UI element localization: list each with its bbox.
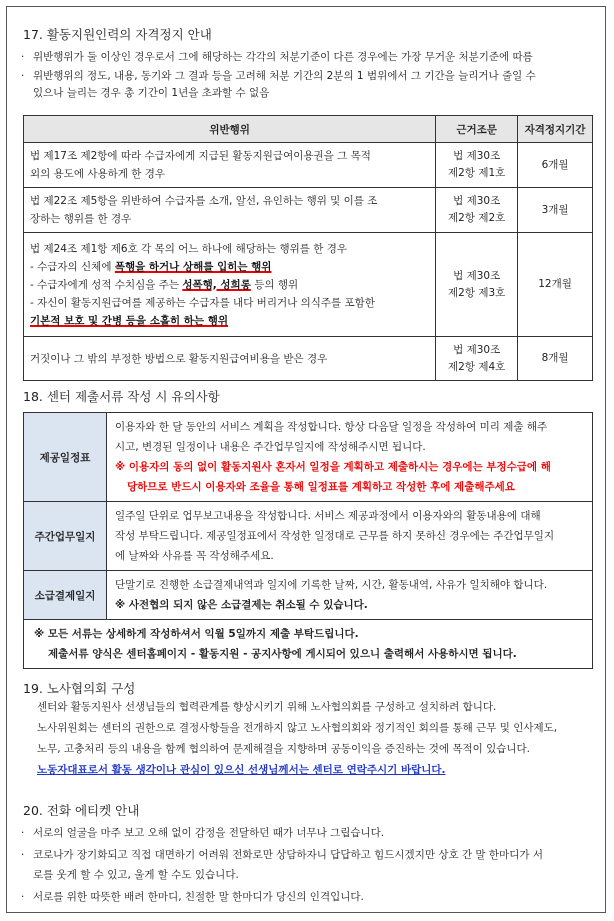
header-period: 자격정지기간 [518, 116, 593, 143]
label-retro-payment: 소급결제일지 [24, 571, 107, 620]
emphasis-assault: 폭행을 하거나 상해를 입히는 행위 [114, 260, 272, 273]
header-basis: 근거조문 [436, 116, 518, 143]
s20-bullet-2: · 코로나가 장기화되고 직접 대면하기 어려워 전화로만 상담하자니 답답하고 힘드시겠지만 상호 간 말 한마디가 서 로를 웃게 할 수 있고, 울게 할 수도 있습니다. [21, 849, 543, 881]
s19-contact-notice: 노동자대표로서 활동 생각이나 관심이 있으신 선생님께서는 센터로 연락주시기 바랍니다. [37, 764, 446, 776]
table-row: 법 제22조 제5항을 위반하여 수급자를 소개, 알선, 유인하는 행위 및 이를 조 장하는 행위를 한 경우 법 제30조 제2항 제2호 3개월 [24, 188, 593, 233]
schedule-warning: ※ 이용자의 동의 없이 활동지원사 혼자서 일정을 계획하고 제출하시는 경우에는 부정수급에 해 [115, 461, 551, 473]
s17-bullet-2: · 위반행위의 정도, 내용, 동기와 그 결과 등을 고려해 처분 기간의 2분의 1 범위에서 그 기간을 늘리거나 줄일 수 있으나 늘리는 경우 총 기간이 1년을 초과할 수 없음 [21, 70, 536, 99]
s18-documents-table [23, 412, 593, 669]
s20-bullet-1: · 서로의 얼굴을 마주 보고 오해 없이 감정을 전달하던 때가 너무나 그립습니다. [21, 827, 385, 839]
emphasis-sexual: 성폭행, 성희롱 [182, 278, 251, 291]
header-violation: 위반행위 [24, 116, 436, 143]
table-row: 법 제24조 제1항 제6호 각 목의 어느 하나에 해당하는 행위를 한 경우 - 수급자의 신체에 폭행을 하거나 상해를 입히는 행위 - 수급자에게 성적 수치심을 주는 성폭행, 성희롱 등의 행위 - 자신이 활동지원급여를 제공하는 수급자를 내다 버리거나 의식주를 포함한 기본적 보호 및 간병 등을 소홀히 하는 행위 법 제30조 제2항 제3호 12개월 [24, 233, 593, 337]
table-row: 법 제17조 제2항에 따라 수급자에게 지급된 활동지원급여이용권을 그 목적 외의 용도에 사용하게 한 경우 법 제30조 제2항 제1호 6개월 [24, 143, 593, 188]
s17-bullet-1: · 위반행위가 둘 이상인 경우로서 그에 해당하는 각각의 처분기준이 다른 경우에는 가장 무거운 처분기준에 따름 [21, 51, 533, 63]
label-schedule: 제공일정표 [24, 413, 107, 502]
s17-penalty-table [23, 115, 593, 381]
table-row: 제공일정표 이용자와 한 달 동안의 서비스 계획을 작성합니다. 항상 다음달 일정을 작성하여 미리 제출 해주 시고, 변경된 일정이나 내용은 주간업무일지에 작성해주시면 됩니다. ※ 이용자의 동의 없이 활동지원사 혼자서 일정을 계획하고 제출하시는 경우에는 부정수급에 해 당하므로 반드시 이용자와 조율을 통해 일정표를 계획하고 작성한 후에 제출해주세요 [24, 413, 593, 502]
section-19-title: 19. 노사협의회 구성 [23, 681, 136, 696]
s19-body: 센터와 활동지원사 선생님들의 협력관계를 향상시키기 위해 노사협의회를 구성하고 설치하려 합니다. 노사위원회는 센터의 권한으로 결정사항들을 전개하지 않고 노사협의회와 정기적인 회의를 통해 근무 및 인사제도, 노무, 고충처리 등의 내용을 함께 협의하여 문제해결을 지향하며 공동이익을 증진하는 것에 목적이 있습니다. 노동자대표로서 활동 생각이나 관심이 있으신 선생님께서는 센터로 연락주시기 바랍니다. [37, 697, 597, 781]
submission-note: ※ 모든 서류는 상세하게 작성하셔서 익월 5일까지 제출 부탁드립니다. 제출서류 양식은 센터홈페이지 - 활동지원 - 공지사항에 게시되어 있으니 출력해서 사용하시면 됩니다. [24, 620, 593, 669]
table-row: 소급결제일지 단말기로 진행한 소급결제내역과 일지에 기록한 날짜, 시간, 활동내역, 사유가 일치해야 합니다. ※ 사전협의 되지 않은 소급결제는 취소될 수 있습니다. [24, 571, 593, 620]
s20-bullet-3: · 서로를 위한 따뜻한 배려 한마디, 친절한 말 한마디가 당신의 인격입니다. [21, 891, 364, 903]
document-page [6, 6, 606, 913]
emphasis-neglect: 기본적 보호 및 간병 등을 소홀히 하는 행위 [30, 314, 229, 327]
table-row [24, 620, 593, 669]
table-row: 거짓이나 그 밖의 부정한 방법으로 활동지원급여비용을 받은 경우 법 제30조 제2항 제4호 8개월 [24, 337, 593, 381]
section-18-title: 18. 센터 제출서류 작성 시 유의사항 [23, 389, 220, 404]
label-weekly-log: 주간업무일지 [24, 502, 107, 571]
section-17-title: 17. 활동지원인력의 자격정지 안내 [23, 27, 212, 42]
table-row: 주간업무일지 일주일 단위로 업무보고내용을 작성합니다. 서비스 제공과정에서 이용자와의 활동내용에 대해 작성 부탁드립니다. 제공일정표에서 작성한 일정대로 근무를 하지 못하신 경우에는 주간업무일지 에 날짜와 사유를 꼭 작성해주세요. [24, 502, 593, 571]
section-20-title: 20. 전화 에티켓 안내 [23, 803, 140, 818]
table-header-row [24, 116, 593, 143]
